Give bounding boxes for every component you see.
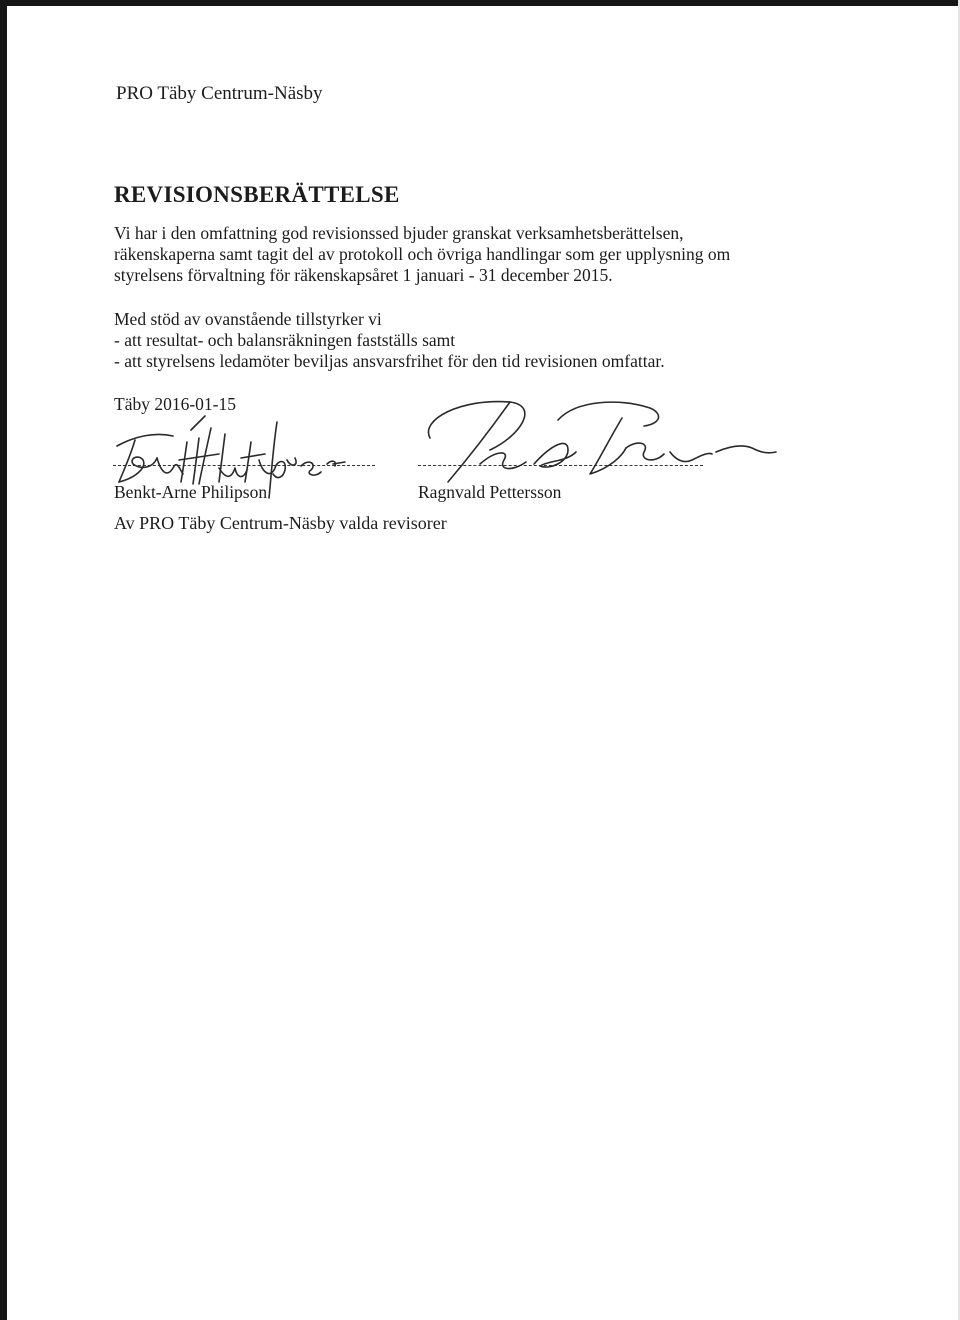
signature-ragnvald-pettersson (400, 390, 780, 490)
document-title: REVISIONSBERÄTTELSE (114, 182, 400, 207)
scan-border-left (0, 0, 7, 1320)
scan-border-top (0, 0, 960, 6)
paragraph-line: - att resultat- och balansräkningen fastställs samt (114, 330, 456, 350)
paragraph-review-scope (114, 223, 730, 286)
signer-name-left: Benkt-Arne Philipson (114, 482, 268, 502)
paragraph-line: Med stöd av ovanstående tillstyrker vi (114, 309, 382, 329)
paragraph-line: - att styrelsens ledamöter beviljas ansvarsfrihet för den tid revisionen omfattar. (114, 351, 665, 371)
paragraph-line: styrelsens förvaltning för räkenskapsåret 1 januari - 31 december 2015. (114, 265, 613, 285)
organization-name: PRO Täby Centrum-Näsby (116, 83, 323, 104)
signature-line-left (113, 465, 375, 466)
paragraph-line: räkenskaperna samt tagit del av protokoll och övriga handlingar som ger upplysning om (114, 244, 731, 264)
auditors-footer: Av PRO Täby Centrum-Näsby valda revisorer (114, 513, 447, 533)
signer-name-right: Ragnvald Pettersson (418, 482, 562, 502)
paragraph-line: Vi har i den omfattning god revisionssed bjuder granskat verksamhetsberättelsen, (114, 223, 684, 243)
place-and-date: Täby 2016-01-15 (114, 394, 236, 414)
paragraph-recommendation (114, 309, 665, 372)
signature-line-right (418, 465, 703, 466)
